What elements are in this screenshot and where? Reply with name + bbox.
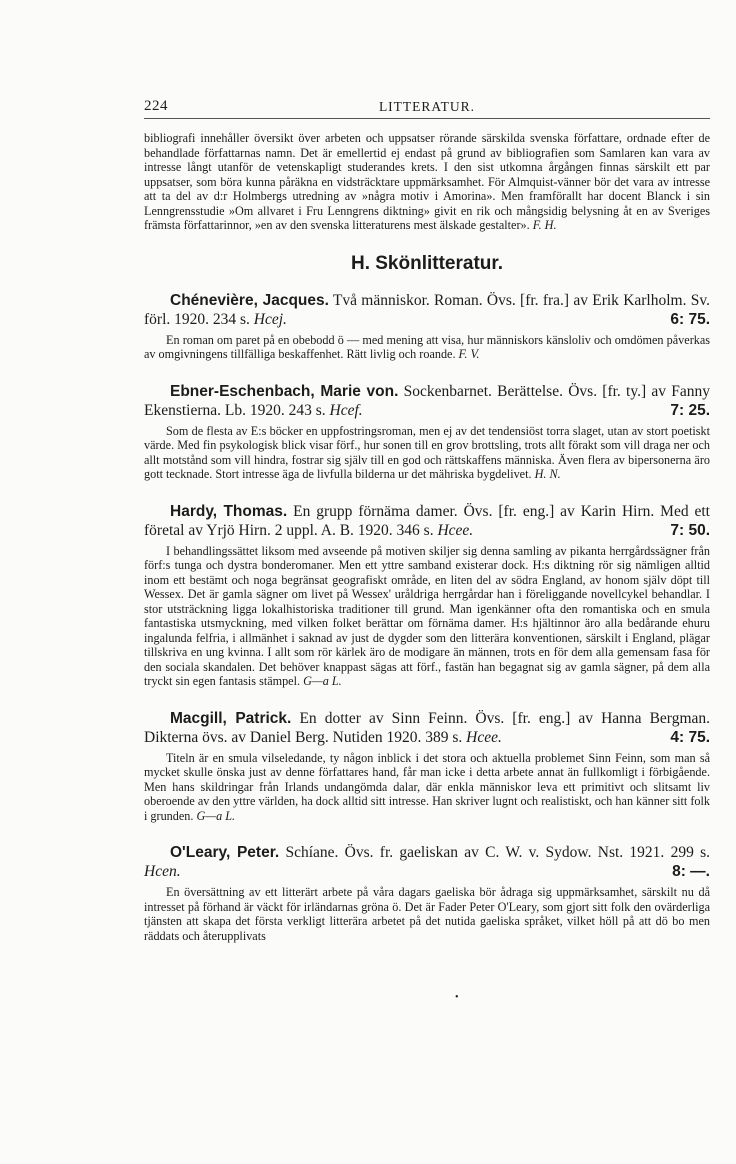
entry-author: O'Leary, Peter. (170, 844, 280, 861)
entry-code: Hcee. (437, 521, 474, 539)
entry-macgill (144, 709, 710, 824)
entry-price: 4: 75. (670, 728, 710, 746)
entry-signature: H. N. (534, 467, 561, 481)
entry-review (144, 885, 710, 943)
entry-review-text: Titeln är en smula vilseledande, ty någon inblick i det stora och aktuella problemet Sinn Feinn, som man så mycket skulle önska just av denne författares hand, får man icke i detta arbete annat än fullkomligt i förbigående. Men hans skildringar från Irlands undangömda dalar, där enkla människor leva ett primitivt och slitsamt liv oberoende av den yttre världen, ha dock alltid sitt intresse. Han skriver lugnt och realistiskt, och han känner sitt folk i grunden. (144, 750, 710, 823)
entry-review (144, 333, 710, 362)
page-number: 224 (144, 98, 168, 114)
entry-review-text: En roman om paret på en obebodd ö — med mening att visa, hur människors känsloliv och omdömen påverkas av omgivningens tillfälliga beskaffenhet. Rätt livlig och roande. (144, 332, 710, 361)
entry-author: Ebner-Eschenbach, Marie von. (170, 382, 399, 400)
entry-signature: G—a L. (196, 808, 236, 823)
entry-code: Hcee. (466, 728, 502, 746)
entry-signature: F. V. (458, 347, 480, 361)
entry-signature: G—a L. (303, 674, 342, 688)
entry-heading (144, 382, 710, 420)
entry-details: Schíane. Övs. fr. gaeliskan av C. W. v. Sydow. Nst. 1921. 299 s. (285, 844, 710, 861)
intro-paragraph (144, 131, 710, 233)
entry-ebner-eschenbach (144, 382, 710, 482)
entry-details: Sockenbarnet. Berättelse. Övs. [fr. ty.] av Fanny Ekenstierna. Lb. 1920. 243 s. (144, 382, 710, 419)
entry-details: Två människor. Roman. Övs. [fr. fra.] av Erik Karlholm. Sv. förl. 1920. 234 s. (144, 291, 710, 328)
intro-signature: F. H. (532, 218, 557, 232)
entry-chaneviere (144, 291, 710, 362)
entry-details: En grupp förnäma damer. Övs. [fr. eng.] av Karin Hirn. Med ett företal av Yrjö Hirn. 2 uppl. A. B. 1920. 346 s. (144, 502, 710, 539)
entry-review (144, 751, 710, 824)
entry-details: En dotter av Sinn Feinn. Övs. [fr. eng.] av Hanna Bergman. Dikterna övs. av Daniel Berg. Nutiden 1920. 389 s. (144, 709, 711, 746)
entry-heading (144, 843, 710, 881)
entry-price: 7: 50. (670, 521, 710, 539)
running-title: LITTERATUR. (378, 99, 476, 114)
entry-review (144, 544, 710, 689)
intro-text: bibliografi innehåller översikt över arbeten och uppsatser rörande särskilda svenska författare, ordnade efter de behandlade författarnas namn. Det är emellertid ej endast på grund av bibliografien som Samlaren kan vara av intresse långt utanför de vetenskapligt studerandes krets. I den sist utkomna årgången finnas särskilt ett par uppsatser, som böra kunna påräkna en vidsträcktare uppmärksamhet. För Almquist-vänner bör det vara av intresse att ta del av d:r Holmbergs utredning av »några motiv i Amorina». Men framförallt har docent Blanck i sin Lenngrensstudie »Om allvaret i Fru Lenngrens diktning» givit en rik och mångsidig belysning åt en av Sveriges främsta författarinnor, »en av den svenska litteraturens mest älskade gestalter». (144, 131, 710, 232)
entry-review-text: Som de flesta av E:s böcker en uppfostringsroman, men ej av det tendensiöst torra slaget, utan av stort poetiskt värde. Med fin psykologisk blick visar förf., hur sonen till en grov brottsling, trots allt förakt som vill draga ner och allt motstånd som vill hindra, fostrar sig själv till en god och rättskaffens människa. Även flera av bipersonerna äro gott tecknade. Stort intresse äga de livfulla bilderna ur det mähriska bygdelivet. (144, 423, 710, 481)
entry-price: 6: 75. (670, 310, 710, 328)
entry-author: Chénevière, Jacques. (170, 291, 329, 309)
entry-author: Macgill, Patrick. (170, 709, 292, 727)
entry-code: Hcen. (144, 863, 181, 880)
entry-heading (144, 709, 710, 747)
entry-hardy (144, 502, 710, 689)
printer-mark: • (455, 992, 459, 1003)
running-head (144, 96, 710, 119)
entry-review-text: I behandlingssättet liksom med avseende på motiven skiljer sig denna samling av pikanta herrgårdssägner från förf:s tunga och dystra bonderomaner. Men ett yttre samband existerar dock. H:s diktning rör sig nämligen alltid inom ett bestämt och noga begränsat geografiskt område, en liten del av södra England, av honom själv döpt till Wessex. Det är gamla sägner om livet på Wessex' uråldriga herrgårdar han i föreliggande novellcykel behandlar. I stor utsträckning ligga lokalhistoriska traditioner till grund. Man igenkänner ofta den romantiska och en smula fantastiska utsmyckning, med vilken folket berättar om förnäma damer. H:s hjältinnor äro alla bedårande ehuru ingalunda felfria, i allmänhet i saknad av just de dygder som den litterära konventionen, särskilt i England, plägar tillskriva en ung kvinna. I allt som rör kärlek äro de modigare än männen, trots en för dem alla gemensam fasa för den sociala skandalen. Det behöver knappast sägas att förf., fastän han begagnat sig av gamla sägner, på dem alla tryckt sin egen fantasis stämpel. (144, 543, 710, 688)
entry-code: Hcef. (329, 401, 363, 419)
section-heading: H. Skönlitteratur. (350, 252, 504, 274)
entry-heading (144, 291, 710, 329)
entry-price: 7: 25. (670, 401, 710, 419)
entry-oleary (144, 843, 710, 943)
entry-heading (144, 502, 710, 540)
entry-author: Hardy, Thomas. (170, 502, 288, 520)
entry-code: Hcej. (253, 310, 287, 328)
entry-price: 8: —. (672, 863, 710, 880)
entry-review (144, 424, 710, 482)
entry-review-text: En översättning av ett litterärt arbete på våra dagars gaeliska bör ådraga sig uppmärksamhet, särskilt nu då intresset på förhand är väckt för irländarnas gröna ö. Det är Fader Peter O'Leary, som gjort sitt folk den ovärderliga tjänsten att skapa det första verkligt litterära arbetet på det nutida gaeliska språket, vilket höll på att dö bo men räddats och återupplivats (144, 885, 710, 943)
page (144, 96, 710, 963)
